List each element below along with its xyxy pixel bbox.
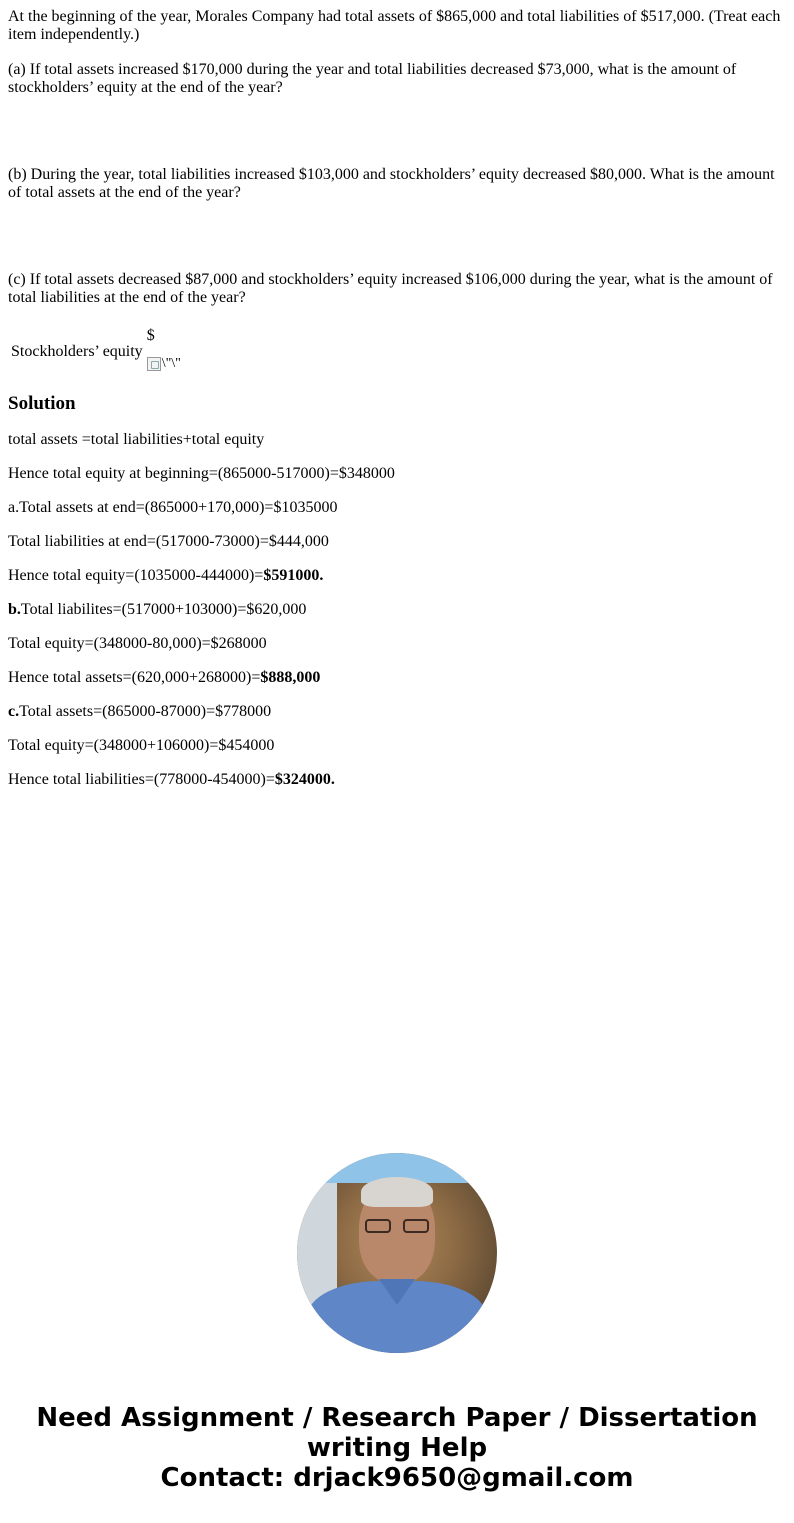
solution-line (8, 465, 786, 483)
solution-line (8, 601, 786, 619)
image-placeholder-icon (147, 357, 161, 371)
avatar-photo (297, 1153, 497, 1353)
answer-table (8, 324, 184, 379)
solution-text: Total equity=(348000+106000)=$454000 (8, 737, 275, 754)
solution-result: $324000. (274, 771, 335, 788)
solution-result: $888,000 (260, 669, 321, 686)
solution-part-label: b. (8, 601, 21, 618)
solution-text: Hence total equity=(1035000-444000)= (8, 567, 264, 584)
broken-image-icon (147, 355, 181, 373)
solution-line (8, 737, 786, 755)
banner-line-2: writing Help (306, 1433, 488, 1463)
answer-cell (146, 326, 182, 377)
answer-row (10, 326, 182, 377)
answer-label: Stockholders’ equity (11, 342, 143, 360)
solution-line (8, 431, 786, 449)
solution-text: Hence total equity at beginning=(865000-517000)=$348000 (8, 465, 395, 482)
currency-symbol: $ (146, 327, 155, 344)
solution-line (8, 771, 786, 789)
solution-heading: Solution (8, 393, 76, 414)
solution-text: Hence total liabilities=(778000-454000)= (8, 771, 275, 788)
solution-body (8, 431, 786, 789)
solution-line (8, 533, 786, 551)
solution-text: Total assets=(865000-87000)=$778000 (19, 703, 272, 720)
author-avatar (297, 1153, 497, 1353)
question-part-c: (c) If total assets decreased $87,000 and stockholders’ equity increased $106,000 during the year, what is the amount of total liabilities at the end of the year? (8, 271, 773, 306)
broken-image-alt: \"\" (161, 356, 181, 371)
solution-line (8, 669, 786, 687)
solution-line (8, 635, 786, 653)
solution-text: Total equity=(348000-80,000)=$268000 (8, 635, 267, 652)
solution-result: $591000. (263, 567, 324, 584)
spacer (8, 97, 786, 149)
solution-line (8, 499, 786, 517)
solution-text: Total liabilities at end=(517000-73000)=$444,000 (8, 533, 329, 550)
solution-text: a.Total assets at end=(865000+170,000)=$1035000 (8, 499, 338, 516)
solution-line (8, 567, 786, 585)
spacer (8, 202, 786, 254)
solution-text: Total liabilites=(517000+103000)=$620,000 (20, 601, 307, 618)
solution-text: total assets =total liabilities+total equity (8, 431, 265, 448)
question-content (8, 8, 786, 789)
solution-text: Hence total assets=(620,000+268000)= (8, 669, 261, 686)
help-banner (0, 1403, 794, 1493)
solution-line (8, 703, 786, 721)
banner-line-1: Need Assignment / Research Paper / Dissertation (36, 1403, 758, 1433)
question-part-a: (a) If total assets increased $170,000 during the year and total liabilities decreased $73,000, what is the amount of stockholders’ equity at the end of the year? (8, 61, 737, 96)
question-part-b: (b) During the year, total liabilities increased $103,000 and stockholders’ equity decreased $80,000. What is the amount of total assets at the end of the year? (8, 166, 775, 201)
question-intro: At the beginning of the year, Morales Company had total assets of $865,000 and total liabilities of $517,000. (Treat each item independently.) (8, 8, 781, 43)
banner-contact: Contact: drjack9650@gmail.com (160, 1463, 634, 1493)
solution-part-label: c. (8, 703, 20, 720)
